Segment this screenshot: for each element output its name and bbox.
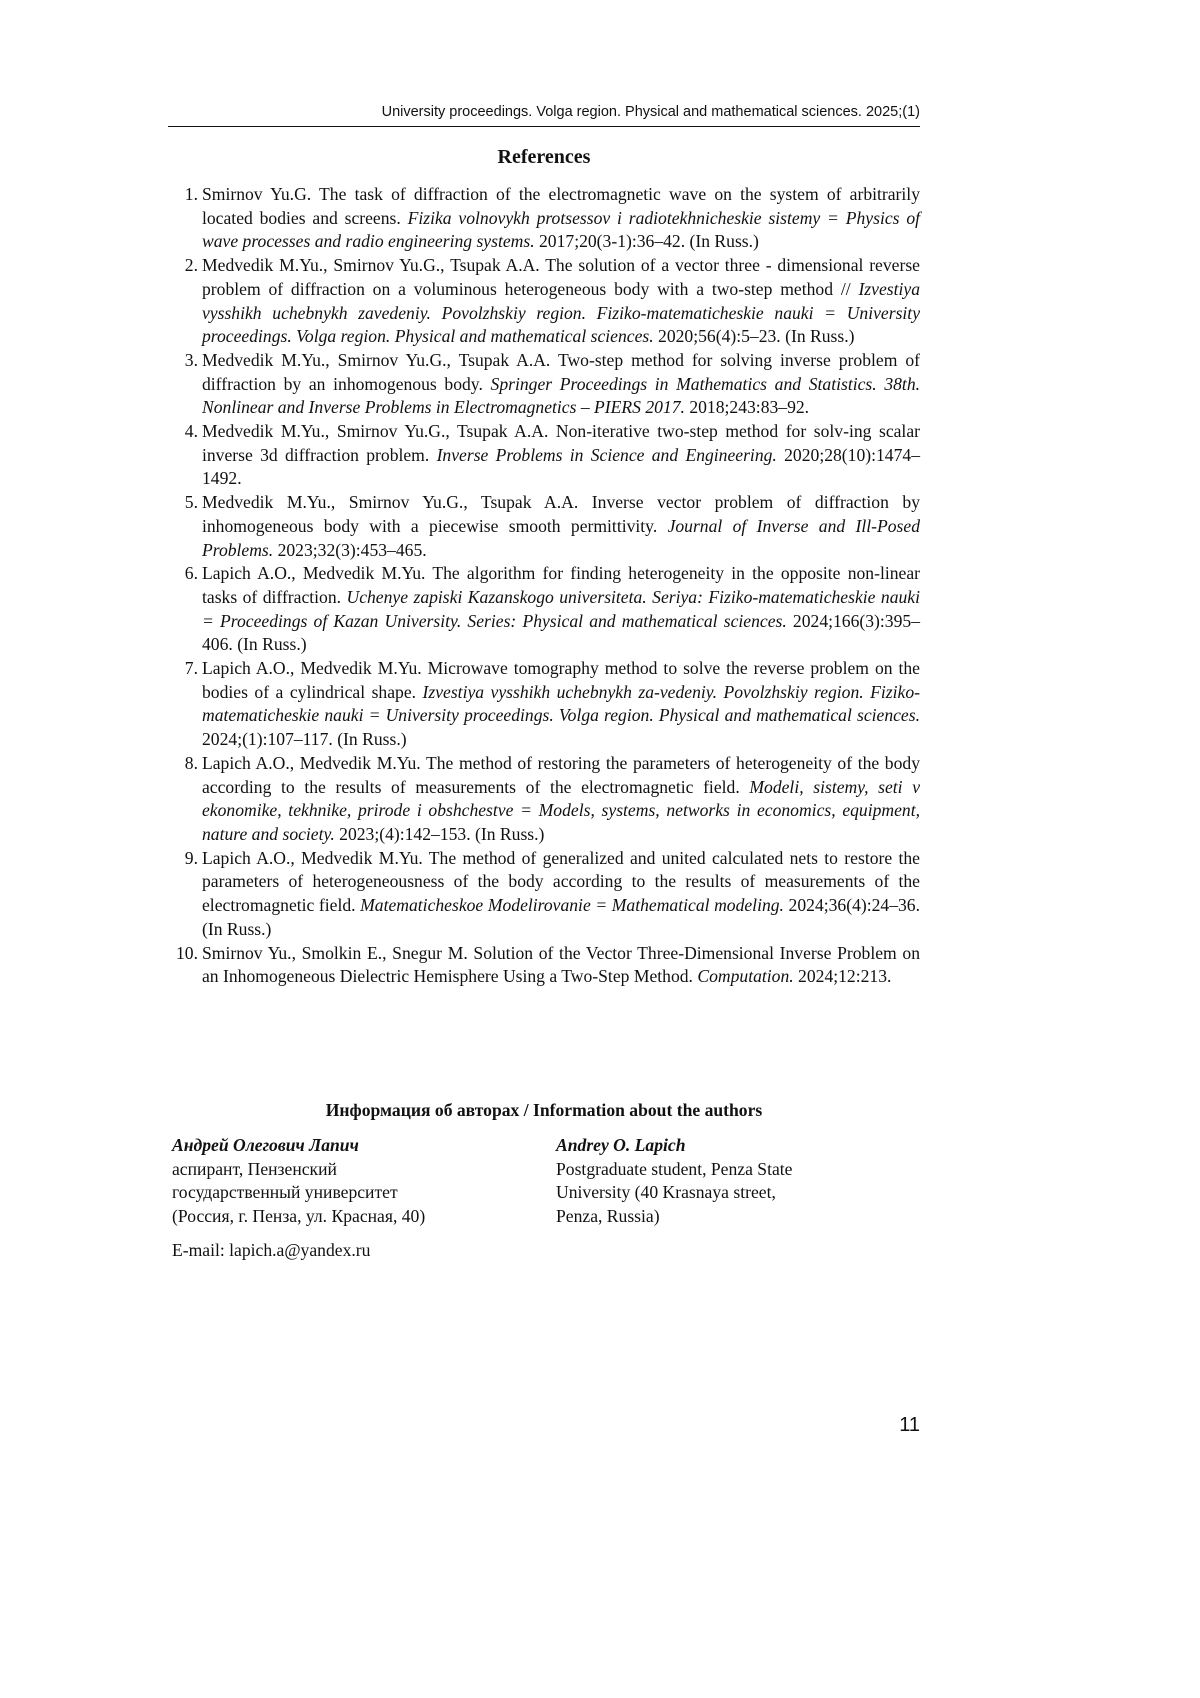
references-title: References — [497, 146, 591, 168]
running-header: University proceedings. Volga region. Physical and mathematical sciences. 2025;(1) — [168, 102, 920, 127]
page-number: 11 — [899, 1414, 920, 1436]
reference-text: Smirnov Yu., Smolkin E., Snegur M. Solution of the Vector Three-Dimensional Inverse Problem on an Inhomogeneous Dielectric Hemisphere Using a Two-Step Method. — [202, 942, 920, 987]
reference-number: 10. — [176, 942, 198, 963]
author-info-english — [556, 1134, 916, 1228]
reference-details: 2020;56(4):5–23. (In Russ.) — [653, 326, 855, 347]
author-address-english: Penza, Russia) — [556, 1205, 660, 1226]
references-list — [168, 183, 920, 989]
reference-text: Medvedik M.Yu., Smirnov Yu.G., Tsupak A.A. Two-step method for solving inverse problem of diffraction by an inhomogenous body. — [202, 349, 920, 394]
reference-text: Lapich A.O., Medvedik M.Yu. The method of restoring the parameters of heterogeneity of the body according to the results of measurements of the electromagnetic field. — [202, 752, 920, 797]
reference-details: 2024;36(4):24–36. (In Russ.) — [202, 895, 921, 939]
reference-item-1 — [168, 183, 920, 254]
author-position-russian: аспирант, Пензенский — [172, 1158, 337, 1179]
reference-number: 2. — [184, 255, 198, 276]
reference-journal: Modeli, sistemy, seti v ekonomike, tekhnike, prirode i obshchestve = Models, systems, networks in economics, equipment, nature and society. — [202, 776, 921, 844]
reference-item-7 — [168, 657, 920, 752]
reference-details: 2023;(4):142–153. (In Russ.) — [334, 823, 545, 844]
reference-journal: Inverse Problems in Science and Engineering. — [436, 444, 777, 465]
reference-details: 2017;20(3-1):36–42. (In Russ.) — [534, 231, 759, 252]
reference-item-4 — [168, 420, 920, 491]
reference-text: Medvedik M.Yu., Smirnov Yu.G., Tsupak A.A. Non-iterative two-step method for solv-ing scalar inverse 3d diffraction problem. — [202, 421, 920, 465]
author-address-russian: (Россия, г. Пенза, ул. Красная, 40) — [172, 1205, 426, 1226]
reference-text: Lapich A.O., Medvedik M.Yu. The method of generalized and united calculated nets to restore the parameters of heterogeneousness of the body according to the results of measurements of the electromagnetic field. — [202, 847, 920, 916]
reference-details: 2024;(1):107–117. (In Russ.) — [202, 729, 407, 750]
reference-number: 9. — [184, 847, 198, 868]
reference-text: Smirnov Yu.G. The task of diffraction of the electromagnetic wave on the system of arbitrarily located bodies and screens. — [202, 184, 920, 228]
reference-number: 1. — [184, 184, 198, 204]
author-name-english: Andrey O. Lapich — [556, 1135, 686, 1155]
reference-journal: Uchenye zapiski Kazanskogo universiteta. Seriya: Fiziko-matematicheskie nauki = Proceedings of Kazan University. Series: Physical and mathematical sciences. — [202, 586, 920, 631]
reference-number: 6. — [184, 563, 198, 584]
author-affiliation-russian: государственный университет — [172, 1182, 398, 1202]
reference-item-2 — [168, 254, 920, 349]
reference-journal: Izvestiya vysshikh uchebnykh zavedeniy. Povolzhskiy region. Fiziko-matematicheskie nauki = University proceedings. Volga region. Physical and mathematical sciences. — [202, 278, 920, 347]
reference-details: 2018;243:83–92. — [684, 397, 810, 418]
reference-item-9 — [168, 847, 920, 942]
reference-details: 2024;12:213. — [793, 966, 892, 987]
reference-text: Medvedik M.Yu., Smirnov Yu.G., Tsupak A.A. The solution of a vector three - dimensional reverse problem of diffraction on a voluminous heterogeneous body with a two-step method // — [202, 255, 920, 299]
reference-number: 7. — [184, 658, 198, 679]
author-info-russian — [172, 1134, 532, 1228]
reference-journal: Matematicheskoe Modelirovanie = Mathematical modeling. — [360, 895, 784, 916]
reference-text: Lapich A.O., Medvedik M.Yu. The algorithm for finding heterogeneity in the opposite non-linear tasks of diffraction. — [202, 563, 920, 607]
reference-journal: Izvestiya vysshikh uchebnykh za-vedeniy. Povolzhskiy region. Fiziko-matematicheskie nauki = University proceedings. Volga region. Physical and mathematical sciences. — [202, 681, 920, 726]
author-affiliation-english: University (40 Krasnaya street, — [556, 1182, 776, 1202]
author-name-russian: Андрей Олегович Лапич — [172, 1135, 359, 1155]
reference-text: Lapich A.O., Medvedik M.Yu. Microwave tomography method to solve the reverse problem on the bodies of a cylindrical shape. — [202, 658, 920, 702]
reference-item-8 — [168, 752, 920, 847]
reference-journal: Fizika volnovykh protsessov i radiotekhnicheskie sistemy = Physics of wave processes and radio engineering systems. — [202, 207, 921, 252]
reference-journal: Journal of Inverse and Ill-Posed Problems. — [202, 515, 920, 560]
reference-number: 3. — [184, 349, 198, 370]
reference-details: 2023;32(3):453–465. — [273, 539, 427, 560]
reference-number: 5. — [184, 492, 198, 513]
author-position-english: Postgraduate student, Penza State — [556, 1158, 793, 1179]
reference-item-10 — [168, 942, 920, 989]
reference-item-3 — [168, 349, 920, 420]
reference-text: Medvedik M.Yu., Smirnov Yu.G., Tsupak A.A. Inverse vector problem of diffraction by inhomogeneous body with a piecewise smooth permittivity. — [202, 492, 920, 536]
author-email: E-mail: lapich.a@yandex.ru — [172, 1240, 371, 1260]
reference-journal: Computation. — [697, 966, 794, 987]
reference-journal: Springer Proceedings in Mathematics and Statistics. 38th. Nonlinear and Inverse Problems in Electromagnetics – PIERS 2017. — [202, 373, 921, 418]
reference-number: 4. — [184, 421, 198, 442]
reference-number: 8. — [184, 752, 198, 773]
reference-item-5 — [168, 491, 920, 562]
authors-section-title: Информация об авторах / Information about the authors — [325, 1100, 763, 1120]
reference-details: 2024;166(3):395–406. (In Russ.) — [202, 610, 920, 655]
reference-details: 2020;28(10):1474–1492. — [202, 444, 920, 489]
reference-item-6 — [168, 562, 920, 657]
